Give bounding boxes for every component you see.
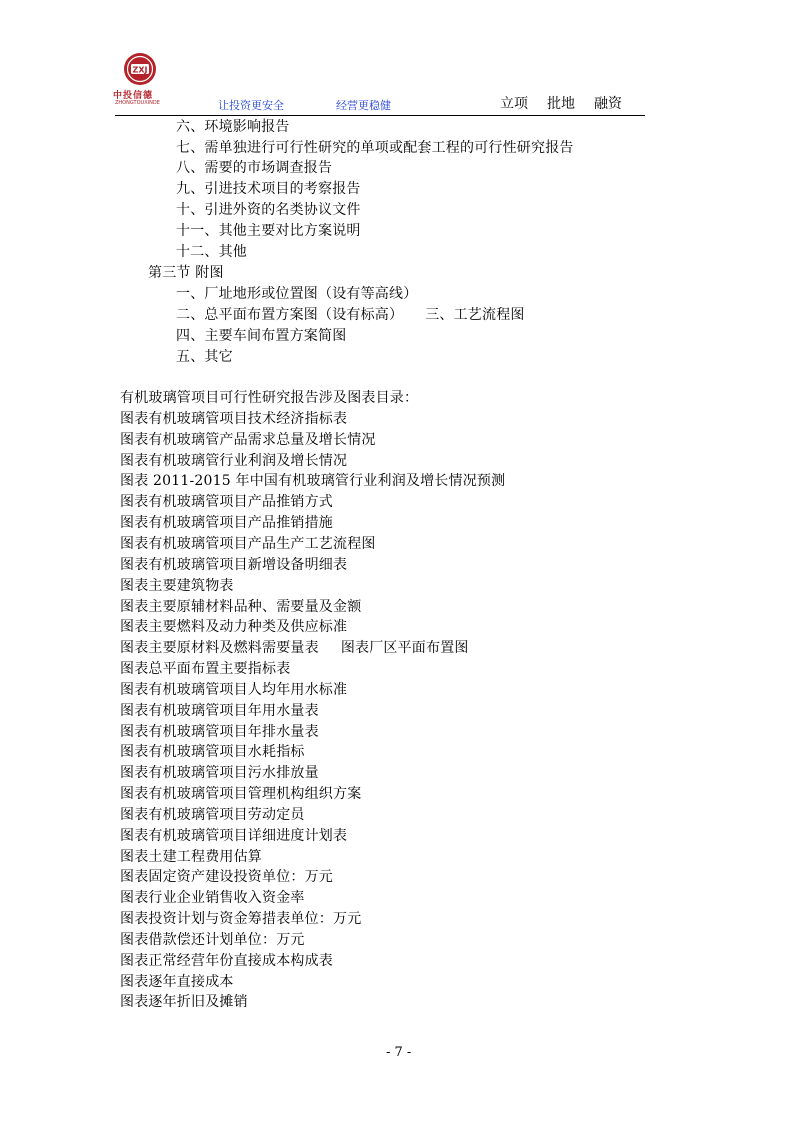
company-logo (113, 48, 165, 108)
outline-item-7: 七、需单独进行可行性研究的单项或配套工程的可行性研究报告 (176, 140, 574, 156)
figure-item: 图表有机玻璃管项目劳动定员 (120, 807, 305, 823)
header-divider (115, 115, 645, 116)
appendix-item-2: 二、总平面布置方案图（设有标高） (176, 307, 404, 323)
outline-item-6: 六、环境影响报告 (176, 119, 290, 135)
nav-financing: 融资 (594, 96, 622, 112)
figure-item: 图表主要燃料及动力种类及供应标准 (120, 619, 348, 635)
figure-item: 图表有机玻璃管项目水耗指标 (120, 744, 305, 760)
figure-item: 图表有机玻璃管行业利润及增长情况 (120, 453, 348, 469)
page-number: - 7 - (386, 1045, 412, 1060)
outline-item-12: 十二、其他 (176, 244, 247, 260)
logo-subtitle: ZHONGTOUXINDE (115, 100, 160, 106)
figure-item: 图表厂区平面布置图 (340, 640, 469, 656)
figure-item: 图表有机玻璃管项目详细进度计划表 (120, 828, 348, 844)
appendix-item-4: 四、主要车间布置方案简图 (176, 328, 347, 344)
figure-item: 图表有机玻璃管项目产品生产工艺流程图 (120, 536, 376, 552)
slogan-safe-investment: 让投资更安全 (218, 99, 284, 112)
figure-item: 图表土建工程费用估算 (120, 849, 262, 865)
section-3-title: 第三节 附图 (148, 265, 224, 281)
figure-item: 图表逐年直接成本 (120, 974, 234, 990)
figure-item: 图表有机玻璃管项目产品推销措施 (120, 515, 333, 531)
figure-item: 图表逐年折旧及摊销 (120, 994, 248, 1010)
figure-item: 图表有机玻璃管项目人均年用水标准 (120, 682, 348, 698)
logo-badge-text: ZXJ (132, 65, 148, 75)
figure-item: 图表有机玻璃管项目污水排放量 (120, 765, 319, 781)
outline-item-11: 十一、其他主要对比方案说明 (176, 223, 361, 239)
appendix-item-1: 一、厂址地形或位置图（设有等高线） (176, 286, 418, 302)
logo-badge-icon (123, 52, 157, 86)
appendix-item-2-3 (176, 305, 525, 325)
figure-item-pair (120, 638, 469, 658)
figure-item: 图表有机玻璃管产品需求总量及增长情况 (120, 432, 376, 448)
figure-item: 图表有机玻璃管项目年用水量表 (120, 703, 319, 719)
appendix-item-3: 三、工艺流程图 (425, 307, 525, 323)
appendix-item-5: 五、其它 (176, 349, 233, 365)
figure-list-heading: 有机玻璃管项目可行性研究报告涉及图表目录： (120, 390, 419, 406)
figure-item: 图表有机玻璃管项目管理机构组织方案 (120, 786, 362, 802)
nav-project-approval: 立项 (500, 96, 528, 112)
figure-item: 图表行业企业销售收入资金率 (120, 890, 305, 906)
figure-item: 图表固定资产建设投资单位：万元 (120, 869, 333, 885)
slogan-steady-operation: 经营更稳健 (336, 99, 391, 112)
figure-item: 图表 2011-2015 年中国有机玻璃管行业利润及增长情况预测 (120, 473, 506, 489)
figure-item: 图表主要原材料及燃料需要量表 (120, 640, 319, 656)
figure-item: 图表投资计划与资金筹措表单位：万元 (120, 911, 362, 927)
logo-name: 中投信德 (113, 91, 154, 101)
figure-item: 图表有机玻璃管项目产品推销方式 (120, 494, 333, 510)
figure-item: 图表正常经营年份直接成本构成表 (120, 953, 333, 969)
figure-item: 图表总平面布置主要指标表 (120, 661, 291, 677)
figure-item: 图表有机玻璃管项目技术经济指标表 (120, 411, 348, 427)
nav-land-approval: 批地 (547, 96, 575, 112)
figure-item: 图表借款偿还计划单位：万元 (120, 932, 305, 948)
figure-item: 图表主要建筑物表 (120, 578, 234, 594)
figure-item: 图表有机玻璃管项目新增设备明细表 (120, 557, 348, 573)
outline-item-8: 八、需要的市场调查报告 (176, 160, 333, 176)
figure-item: 图表有机玻璃管项目年排水量表 (120, 724, 319, 740)
figure-item: 图表主要原辅材料品种、需要量及金额 (120, 599, 362, 615)
outline-item-9: 九、引进技术项目的考察报告 (176, 181, 361, 197)
outline-item-10: 十、引进外资的名类协议文件 (176, 202, 361, 218)
